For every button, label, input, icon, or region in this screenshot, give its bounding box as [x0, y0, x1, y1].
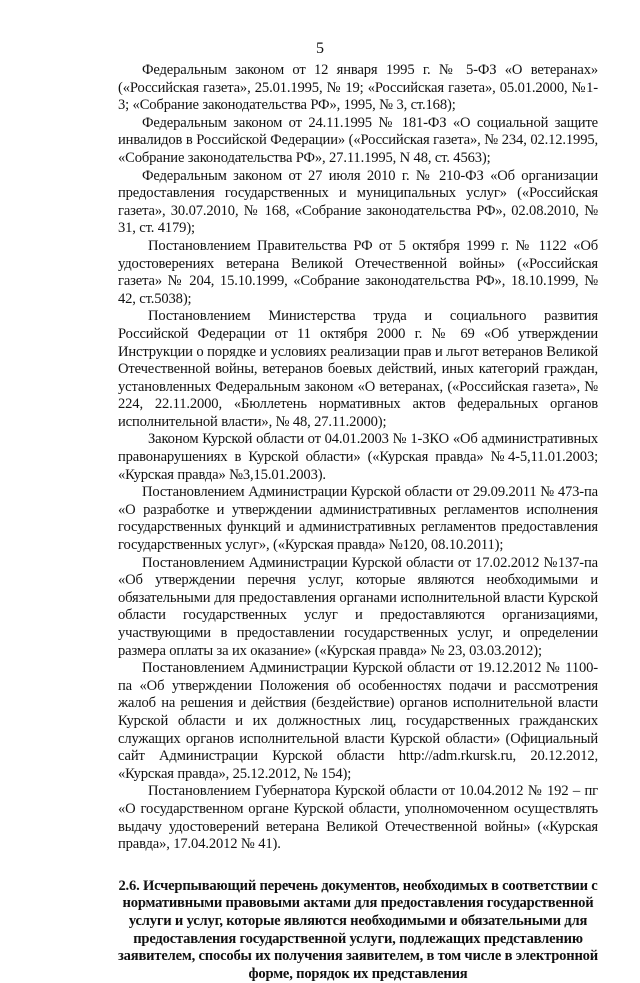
law-reference-paragraph: Постановлением Министерства труда и социального развития Российской Федерации от 11 октября 2000 г. № 69 «Об утверждении Инструкции о порядке и условиях реализации прав и льгот ветеранов Великой Отечественной войны, ветеранов боевых действий, иных категорий граждан, установленных Федеральным законом «О ветеранах, («Российская газета», № 224, 22.11.2000, «Бюллетень нормативных актов федеральных органов исполнительной власти», № 48, 27.11.2000); [118, 308, 598, 430]
document-body [118, 62, 598, 983]
law-reference-paragraph: Законом Курской области от 04.01.2003 № 1-ЗКО «Об административных правонарушениях в Курской области» («Курская правда» №4-5,11.01.2003; «Курская правда» №3,15.01.2003). [118, 431, 598, 483]
law-reference-paragraph: Федеральным законом от 27 июля 2010 г. № 210-ФЗ «Об организации предоставления государственных и муниципальных услуг» («Российская газета», 30.07.2010, № 168, «Собрание законодательства РФ», 02.08.2010, № 31, ст. 4179); [118, 167, 598, 237]
section-heading: 2.6. Исчерпывающий перечень документов, необходимых в соответствии с нормативными правовыми актами для предоставления государственной услуги и услуг, которые являются необходимыми и обязательными для предоставления государственной услуги, подлежащих представлению заявителем, способы их получения заявителем, в том числе в электронной форме, порядок их представления [118, 877, 598, 982]
law-reference-paragraph: Постановлением Правительства РФ от 5 октября 1999 г. № 1122 «Об удостоверениях ветерана Великой Отечественной войны» («Российская газета» № 204, 15.10.1999, «Собрание законодательства РФ», 18.10.1999, № 42, ст.5038); [118, 237, 598, 307]
law-reference-paragraph: Постановлением Администрации Курской области от 29.09.2011 № 473-па «О разработке и утверждении административных регламентов исполнения государственных функций и административных регламентов предоставления государственных услуг», («Курская правда» №120, 08.10.2011); [118, 484, 598, 554]
law-reference-paragraph: Федеральным законом от 12 января 1995 г. № 5-ФЗ «О ветеранах» («Российская газета», 25.01.1995, № 19; «Российская газета», 05.01.2000, №1-3; «Собрание законодательства РФ», 1995, № 3, ст.168); [118, 62, 598, 114]
page-number: 5 [316, 40, 324, 57]
law-reference-paragraph: Федеральным законом от 24.11.1995 № 181-ФЗ «О социальной защите инвалидов в Российской Федерации» («Российская газета», № 234, 02.12.1995, «Собрание законодательства РФ», 27.11.1995, N 48, ст. 4563); [118, 114, 598, 166]
law-reference-paragraph: Постановлением Администрации Курской области от 17.02.2012 №137-па «Об утверждении перечня услуг, которые являются необходимыми и обязательными для предоставления органами исполнительной власти Курской области государственных услуг и предоставляются организациями, участвующими в предоставлении государственных услуг, и определении размера оплаты за их оказание» («Курская правда» № 23, 03.03.2012); [118, 554, 598, 659]
law-reference-paragraph: Постановлением Администрации Курской области от 19.12.2012 № 1100-па «Об утверждении Положения об особенностях подачи и рассмотрения жалоб на решения и действия (бездействие) органов исполнительной власти Курской области и их должностных лиц, государственных гражданских служащих органов исполнительной власти Курской области» (Официальный сайт Администрации Курской области http://adm.rkursk.ru, 20.12.2012, «Курская правда», 25.12.2012, № 154); [118, 660, 598, 782]
law-reference-paragraph: Постановлением Губернатора Курской области от 10.04.2012 № 192 – пг «О государственном органе Курской области, уполномоченном осуществлять выдачу удостоверений ветерана Великой Отечественной войны» («Курская правда», 17.04.2012 № 41). [118, 783, 598, 853]
